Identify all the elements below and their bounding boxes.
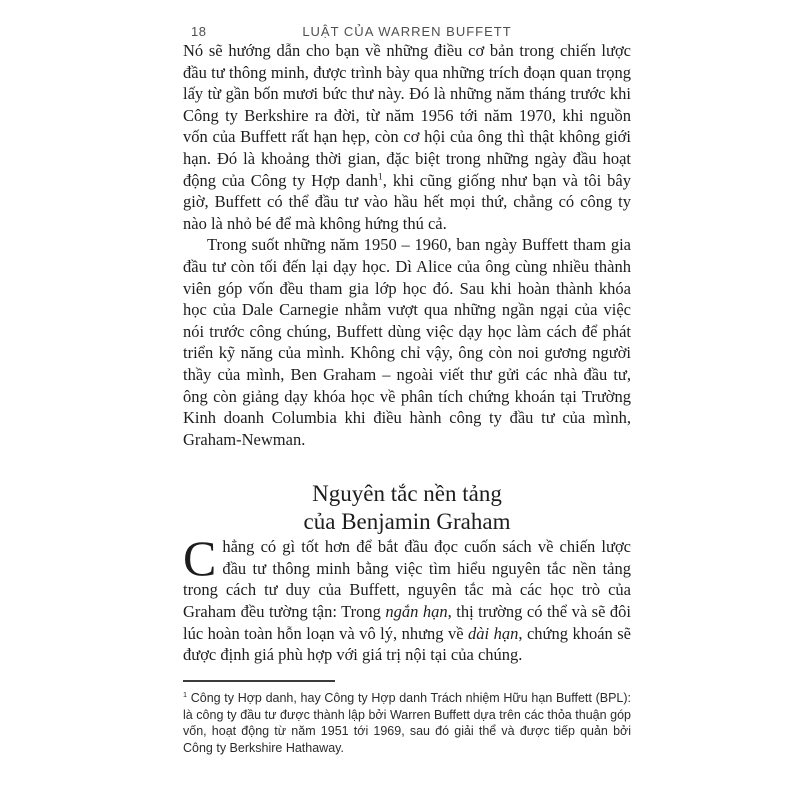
section-heading-line-1: Nguyên tắc nền tảng: [312, 481, 502, 507]
italic-phrase-long-term: dài hạn: [468, 623, 519, 643]
footnote-text: Công ty Hợp danh, hay Công ty Hợp danh Trách nhiệm Hữu hạn Buffett (BPL): là công ty đầu tư được thành lập bởi Warren Buffett dựa trên các thỏa thuận góp vốn, hoạt động từ năm 1951 tới 1969, sau đó giải thể và được tiếp quản bởi Công ty Berkshire Hathaway.: [183, 690, 631, 756]
footnote: [183, 690, 631, 757]
paragraph-3: [183, 530, 631, 666]
paragraph-3-text-mid: , thị trường có thể và sẽ đôi lúc hoàn toàn hỗn loạn và vô lý, nhưng về: [183, 602, 631, 643]
running-title: LUẬT CỦA WARREN BUFFETT: [302, 24, 512, 39]
paragraph-3-text-end: , chứng khoán sẽ được định giá phù hợp với giá trị nội tại của chúng.: [183, 623, 631, 665]
italic-phrase-short-term: ngắn hạn: [385, 602, 448, 622]
paragraph-1-text: Nó sẽ hướng dẫn cho bạn về những điều cơ bản trong chiến lược đầu tư thông minh, được trình bày qua những trích đoạn quan trọng lấy từ gần bốn mươi bức thư này. Đó là những năm tháng trước khi Công ty Berkshire ra đời, từ năm 1956 tới năm 1970, khi nguồn vốn của Buffett rất hạn hẹp, còn cơ hội của ông thì thật không giới hạn. Đó là khoảng thời gian, đặc biệt trong những ngày đầu hoạt động của Công ty Hợp danh: [183, 41, 631, 190]
section-heading-line-2: của Benjamin Graham: [303, 509, 511, 535]
page-header: [183, 24, 631, 40]
paragraph-2: Trong suốt những năm 1950 – 1960, ban ngày Buffett tham gia đầu tư còn tối đến lại dạy học. Dì Alice của ông cùng nhiều thành viên góp vốn đều tham gia lớp học đó. Sau khi hoàn thành khóa học của Dale Carnegie nhằm vượt qua những ngần ngại của việc nói trước công chúng, Buffett dùng việc dạy học làm cách để phát triển kỹ năng của mình. Không chỉ vậy, ông còn noi gương người thầy của mình, Ben Graham – ngoài viết thư gửi các nhà đầu tư, ông còn giảng dạy khóa học về phân tích chứng khoán tại Trường Kinh doanh Columbia khi điều hành công ty đầu tư của mình, Graham-Newman.: [183, 235, 631, 449]
section-heading: [183, 480, 631, 536]
page-number: 18: [191, 24, 207, 39]
paragraph-3-text: hẳng có gì tốt hơn để bắt đầu đọc cuốn sách về chiến lược đầu tư thông minh bằng việc tìm hiểu nguyên tắc nền tảng trong cách tư duy của Buffett, nguyên tắc mà các học trò của Graham đều tường tận: Trong: [183, 537, 631, 622]
paragraph-1: [183, 40, 631, 234]
drop-cap: C: [183, 530, 217, 587]
footnote-marker: 1: [183, 689, 188, 699]
footnote-divider: [183, 680, 335, 682]
paragraph-1-text-after-note: , khi cũng giống như bạn và tôi bây giờ, Buffett có thể đầu tư vào hầu hết mọi thứ, chẳng có công ty nào là nhỏ bé để mà không hứng thú cả.: [183, 170, 631, 233]
text-column: [183, 24, 631, 757]
footnote-reference-1: 1: [378, 171, 383, 183]
